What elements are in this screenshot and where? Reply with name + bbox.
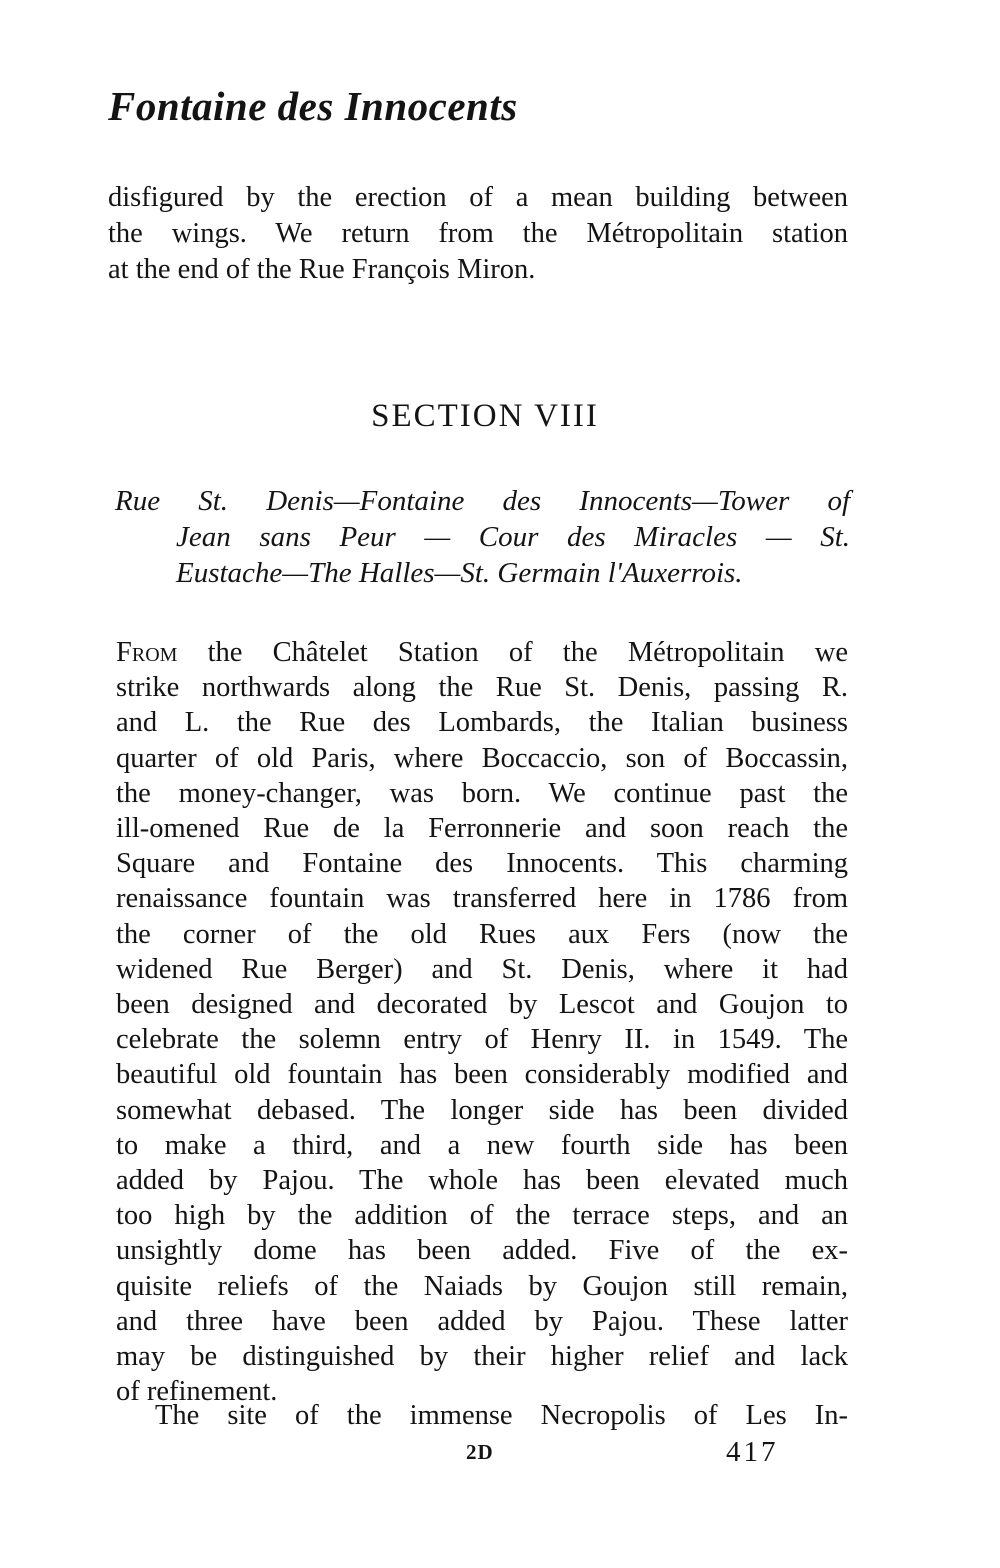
- text-line: at the end of the Rue François Miron.: [108, 254, 536, 285]
- synopsis-line: Rue St. Denis—Fontaine des Innocents—Tower of: [115, 485, 850, 517]
- text-line: Square and Fontaine des Innocents. This charming: [116, 848, 848, 880]
- section-synopsis: [115, 483, 850, 591]
- text-line: may be distinguished by their higher relief and lack: [116, 1341, 848, 1373]
- text-line: the corner of the old Rues aux Fers (now the: [116, 918, 848, 950]
- page-number: 417: [726, 1436, 779, 1468]
- section-heading: SECTION VIII: [371, 398, 599, 434]
- text-line: and three have been added by Pajou. These latter: [116, 1305, 848, 1337]
- text-line: strike northwards along the Rue St. Denis, passing R.: [116, 672, 848, 704]
- signature-mark: 2D: [466, 1440, 494, 1464]
- text-line: been designed and decorated by Lescot and Goujon to: [116, 989, 848, 1021]
- text-line: somewhat debased. The longer side has been divided: [116, 1094, 848, 1126]
- next-paragraph-start: The site of the immense Necropolis of Les In-: [155, 1400, 848, 1431]
- text-line: too high by the addition of the terrace steps, and an: [116, 1200, 848, 1232]
- text-line: the money-changer, was born. We continue past the: [116, 777, 848, 809]
- text-line: added by Pajou. The whole has been elevated much: [116, 1165, 848, 1197]
- synopsis-line: Jean sans Peur — Cour des Miracles — St.: [176, 521, 850, 553]
- text-line: ill-omened Rue de la Ferronnerie and soon reach the: [116, 813, 848, 845]
- text-line: unsightly dome has been added. Five of the ex-: [116, 1235, 848, 1267]
- synopsis-line: Eustache—The Halles—St. Germain l'Auxerrois.: [176, 557, 743, 589]
- text-line: beautiful old fountain has been considerably modified and: [116, 1059, 848, 1091]
- text-line: widened Rue Berger) and St. Denis, where it had: [116, 953, 848, 985]
- text-line: and L. the Rue des Lombards, the Italian business: [116, 707, 848, 739]
- text-line: celebrate the solemn entry of Henry II. in 1549. The: [116, 1024, 848, 1056]
- first-line-rest: the Châtelet Station of the Métropolitain we: [177, 637, 848, 668]
- text-line: of refinement.: [116, 1376, 278, 1408]
- text-line: the wings. We return from the Métropolitain station: [108, 218, 848, 249]
- body-paragraph: [116, 635, 848, 1409]
- text-line: [116, 635, 848, 670]
- opening-small-caps-word: From: [116, 637, 178, 668]
- running-head: Fontaine des Innocents: [108, 83, 518, 129]
- text-line: disfigured by the erection of a mean building between: [108, 182, 848, 213]
- text-line: renaissance fountain was transferred here in 1786 from: [116, 883, 848, 915]
- text-line: quisite reliefs of the Naiads by Goujon still remain,: [116, 1270, 848, 1302]
- text-line: quarter of old Paris, where Boccaccio, son of Boccassin,: [116, 742, 848, 774]
- text-line: to make a third, and a new fourth side has been: [116, 1129, 848, 1161]
- continued-paragraph: [108, 180, 848, 288]
